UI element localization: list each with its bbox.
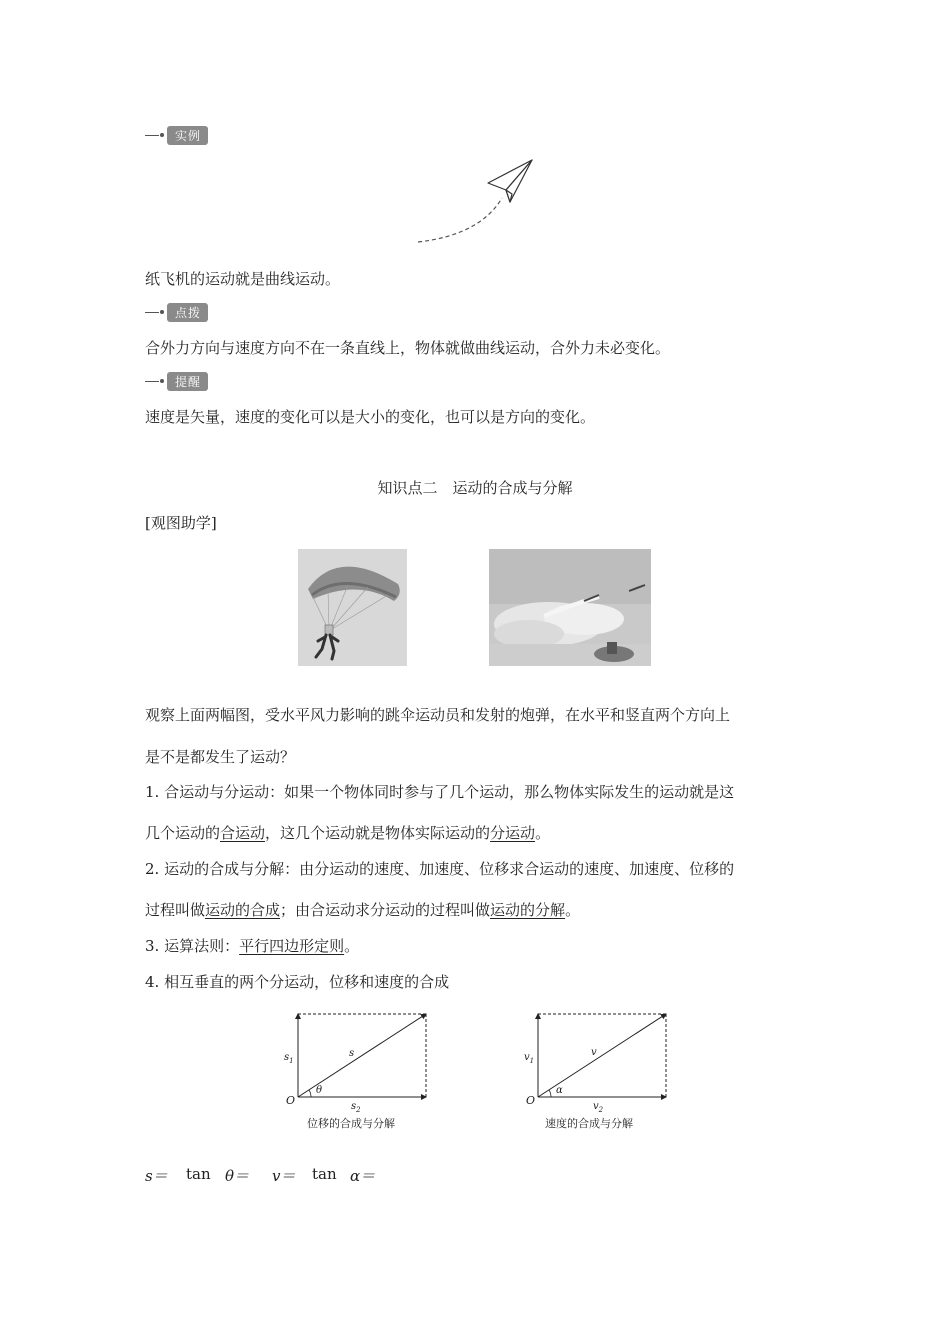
vertical-label: $v_1$	[524, 1052, 535, 1065]
tip-tag-label: 点拨	[167, 303, 208, 322]
reminder-tag	[145, 372, 208, 390]
component-motion-term: 分运动	[490, 824, 536, 842]
resultant-label: s	[349, 1048, 355, 1059]
parallelogram-rule-term: 平行四边形定则	[239, 937, 345, 955]
tip-text: 合外力方向与速度方向不在一条直线上，物体就做曲线运动，合外力未必变化。	[145, 339, 671, 357]
formula-v: v＝	[272, 1167, 296, 1185]
angle-label: α	[556, 1085, 563, 1096]
item-2-line-2	[145, 899, 580, 921]
reminder-text: 速度是矢量，速度的变化可以是大小的变化，也可以是方向的变化。	[145, 408, 596, 426]
horizontal-label: $v_2$	[593, 1101, 604, 1114]
item-3-text: 3. 运算法则：	[145, 937, 240, 955]
item-3-text: 。	[344, 937, 360, 955]
horizontal-label: $s_2$	[351, 1101, 361, 1114]
item-2-text: 。	[565, 901, 581, 919]
velocity-diagram	[515, 1005, 685, 1135]
item-1-text: ，这几个运动就是物体实际运动的	[265, 824, 491, 842]
formula-alpha: α＝	[350, 1167, 376, 1185]
vertical-label: $s_1$	[284, 1052, 294, 1065]
tag-line	[145, 135, 159, 136]
origin-label: O	[526, 1094, 536, 1107]
diagram-caption: 速度的合成与分解	[545, 1117, 633, 1130]
formula-tan-2: tan	[312, 1165, 337, 1183]
item-1-text: 。	[535, 824, 551, 842]
flight-path	[418, 198, 502, 242]
observe-text-1: 观察上面两幅图，受水平风力影响的跳伞运动员和发射的炮弹，在水平和竖直两个方向上	[145, 706, 731, 724]
reminder-tag-label: 提醒	[167, 372, 208, 391]
item-4: 4. 相互垂直的两个分运动，位移和速度的合成	[145, 973, 450, 991]
item-1-text: 几个运动的	[145, 824, 221, 842]
item-2-line-1: 2. 运动的合成与分解：由分运动的速度、加速度、位移求合运动的速度、加速度、位移的	[145, 860, 735, 878]
example-tag-label: 实例	[167, 126, 208, 145]
item-1-line-2	[145, 822, 550, 844]
tip-tag	[145, 303, 208, 321]
diagram-caption: 位移的合成与分解	[307, 1117, 395, 1130]
paper-plane-illustration	[410, 150, 540, 250]
formula-theta: θ＝	[225, 1167, 250, 1185]
tag-line	[145, 381, 159, 382]
observe-text-2: 是不是都发生了运动？	[145, 748, 296, 766]
resultant-label: v	[591, 1047, 597, 1058]
tag-dot	[160, 310, 164, 314]
tag-dot	[160, 133, 164, 137]
item-3	[145, 935, 359, 957]
composite-motion-term: 合运动	[220, 824, 266, 842]
parachutist-photo	[298, 549, 407, 666]
section-heading: 知识点二 运动的合成与分解	[377, 479, 573, 497]
tag-dot	[160, 379, 164, 383]
example-text: 纸飞机的运动就是曲线运动。	[145, 270, 341, 288]
item-2-text: 过程叫做	[145, 901, 206, 919]
origin-label: O	[286, 1094, 296, 1107]
example-tag	[145, 126, 208, 144]
formula-s: s＝	[145, 1167, 168, 1185]
formula-tan-1: tan	[186, 1165, 211, 1183]
observe-label: [观图助学]	[145, 514, 217, 532]
motion-composition-term: 运动的合成	[205, 901, 281, 919]
rocket-launch-photo	[489, 549, 651, 666]
paper-plane-icon	[488, 160, 532, 202]
motion-decomposition-term: 运动的分解	[490, 901, 566, 919]
displacement-diagram	[275, 1005, 445, 1135]
item-1-line-1: 1. 合运动与分运动：如果一个物体同时参与了几个运动，那么物体实际发生的运动就是这	[145, 783, 735, 801]
item-2-text: ；由合运动求分运动的过程叫做	[280, 901, 491, 919]
tag-line	[145, 312, 159, 313]
angle-label: θ	[316, 1085, 323, 1096]
